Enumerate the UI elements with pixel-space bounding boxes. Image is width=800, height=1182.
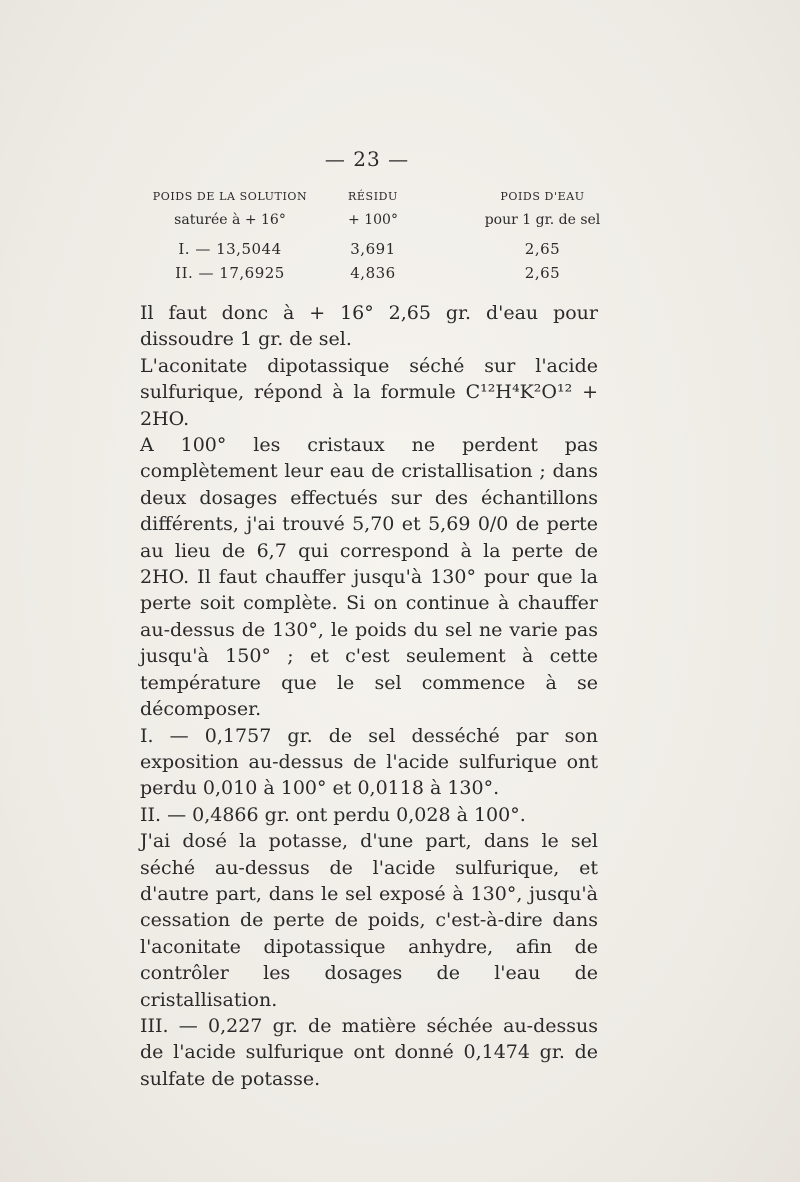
cell-residue: 3,691 — [350, 240, 396, 258]
header-saturated-temp: saturée à + 16° — [174, 212, 286, 228]
table-header-row-top — [145, 190, 615, 212]
paragraph: II. — 0,4866 gr. ont perdu 0,028 à 100°. — [140, 803, 526, 826]
cell-water: 2,65 — [524, 240, 561, 258]
header-residue-temp: + 100° — [348, 212, 398, 228]
paragraph: Il faut donc à + 16° 2,65 gr. d'eau pour dissoudre 1 gr. de sel. — [140, 302, 598, 351]
page-number: — 23 — — [324, 147, 410, 171]
paragraph: L'aconitate dipotassique séché sur l'acide sulfurique, répond à la formule C¹²H⁴K²O¹² + 2HO. — [140, 354, 598, 430]
paragraph: III. — 0,227 gr. de matière séchée au-dessus de l'acide sulfurique ont donné 0,1474 gr. de sulfate de potasse. — [140, 1014, 598, 1090]
table-row — [145, 264, 615, 288]
paragraph: I. — 0,1757 gr. de sel desséché par son exposition au-dessus de l'acide sulfurique ont perdu 0,010 à 100° et 0,0118 à 130°. — [140, 724, 598, 800]
cell-water: 2,65 — [524, 264, 561, 282]
table-row — [145, 240, 615, 264]
body-text — [140, 300, 598, 1092]
header-per-gram: pour 1 gr. de sel — [484, 212, 601, 228]
header-weight-solution: POIDS DE LA SOLUTION — [152, 190, 308, 203]
cell-solution: II. — 17,6925 — [175, 264, 285, 282]
table-header-row-bottom — [145, 212, 615, 240]
paragraph: A 100° les cristaux ne perdent pas complètement leur eau de cristallisation ; dans deux dosages effectués sur des échantillons différents, j'ai trouvé 5,70 et 5,69 0/0 de perte au lieu de 6,7 qui correspond à la perte de 2HO. Il faut chauffer jusqu'à 130° pour que la perte soit complète. Si on continue à chauffer au-dessus de 130°, le poids du sel ne varie pas jusqu'à 150° ; et c'est seulement à cette température que le sel commence à se décomposer. — [140, 434, 598, 721]
cell-solution: I. — 13,5044 — [178, 240, 282, 258]
header-residue: RÉSIDU — [348, 190, 398, 203]
paragraph: J'ai dosé la potasse, d'une part, dans le sel séché au-dessus de l'acide sulfurique, et d'autre part, dans le sel exposé à 130°, jusqu'à cessation de perte de poids, c'est-à-dire dans l'aconitate dipotassique anhydre, afin de contrôler les dosages de l'eau de cristallisation. — [140, 830, 598, 1011]
header-water-weight: POIDS D'EAU — [500, 190, 585, 203]
cell-residue: 4,836 — [350, 264, 396, 282]
solubility-table — [145, 190, 615, 288]
